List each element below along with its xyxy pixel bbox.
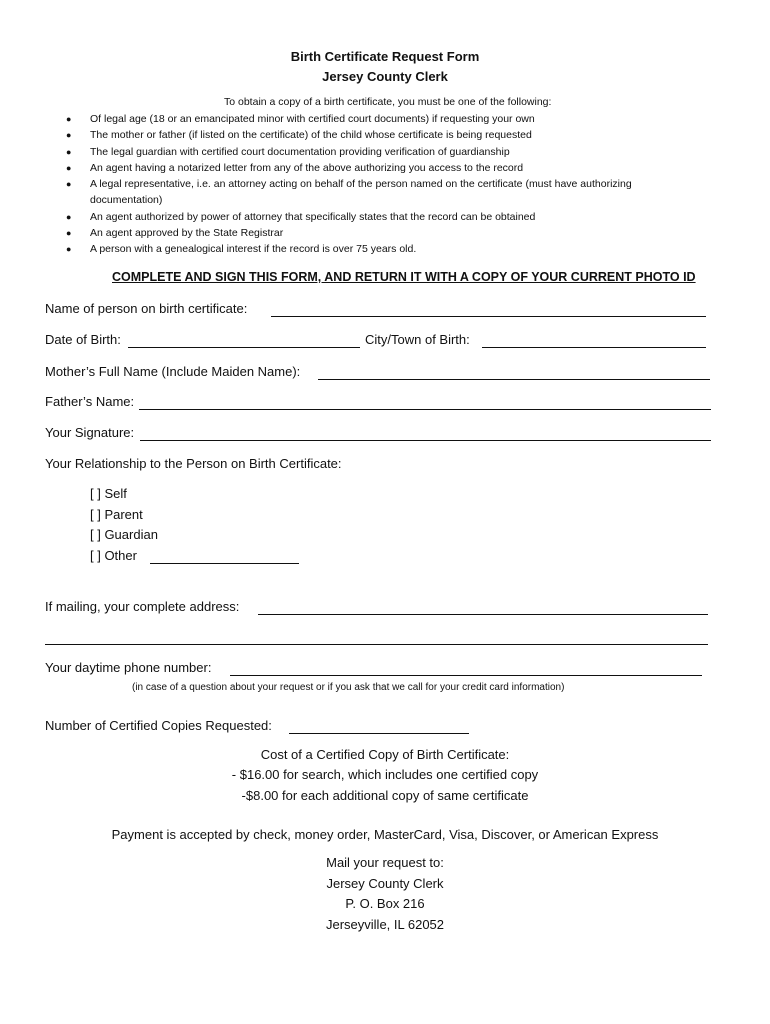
other-relationship-field[interactable] — [150, 563, 299, 564]
city-field[interactable] — [482, 347, 706, 348]
list-item: ● The mother or father (if listed on the certificate) of the child whose certificate is being requested — [62, 127, 722, 143]
dob-field[interactable] — [128, 347, 360, 348]
bullet-icon: ● — [66, 244, 72, 255]
payment-text: Payment is accepted by check, money order, MasterCard, Visa, Discover, or American Express — [111, 827, 659, 842]
relationship-label: Your Relationship to the Person on Birth Certificate: — [45, 456, 342, 471]
bullet-icon: ● — [66, 162, 72, 173]
requirements-list — [62, 111, 722, 258]
list-item: ● A person with a genealogical interest if the record is over 75 years old. — [62, 241, 722, 257]
list-item: ● A legal representative, i.e. an attorney acting on behalf of the person named on the certificate (must have authorizing documentation) — [66, 178, 632, 207]
list-item: ● Of legal age (18 or an emancipated minor with certified court documents) if requesting your own — [62, 111, 722, 127]
name-label: Name of person on birth certificate: — [45, 301, 248, 316]
signature-label: Your Signature: — [45, 425, 135, 440]
signature-field[interactable] — [140, 440, 711, 441]
mail-heading: Mail your request to: — [326, 855, 444, 870]
name-field[interactable] — [271, 316, 706, 317]
father-label: Father’s Name: — [45, 394, 135, 409]
bullet-icon: ● — [66, 211, 72, 222]
mother-field[interactable] — [318, 379, 710, 380]
instruction-heading: COMPLETE AND SIGN THIS FORM, AND RETURN IT WITH A COPY OF YOUR CURRENT PHOTO ID — [112, 270, 696, 284]
bullet-icon: ● — [66, 228, 72, 239]
city-label: City/Town of Birth: — [365, 332, 470, 347]
relationship-option-parent[interactable]: [ ] Parent — [90, 507, 143, 522]
form-title: Birth Certificate Request Form — [290, 49, 480, 64]
bullet-icon: ● — [66, 130, 72, 141]
relationship-option-other[interactable]: [ ] Other — [90, 548, 137, 563]
cost-line-additional: -$8.00 for each additional copy of same certificate — [241, 788, 529, 803]
mother-label: Mother’s Full Name (Include Maiden Name): — [45, 364, 301, 379]
list-item: ● An agent approved by the State Registrar — [62, 225, 722, 241]
phone-label: Your daytime phone number: — [45, 660, 212, 675]
relationship-option-guardian[interactable]: [ ] Guardian — [90, 527, 158, 542]
phone-field[interactable] — [230, 675, 702, 676]
address-label: If mailing, your complete address: — [45, 599, 240, 614]
intro-text: To obtain a copy of a birth certificate, you must be one of the following: — [224, 96, 552, 108]
address-field-line2[interactable] — [45, 644, 708, 645]
father-field[interactable] — [139, 409, 711, 410]
list-item: ● The legal guardian with certified court documentation providing verification of guardianship — [62, 144, 722, 160]
mail-line2: P. O. Box 216 — [345, 896, 425, 911]
copies-field[interactable] — [289, 733, 469, 734]
dob-label: Date of Birth: — [45, 332, 121, 347]
bullet-icon: ● — [66, 114, 72, 124]
list-item: ● An agent authorized by power of attorney that specifically states that the record can be obtained — [62, 209, 722, 225]
bullet-icon: ● — [66, 179, 72, 190]
relationship-option-self[interactable]: [ ] Self — [90, 486, 127, 501]
address-field-line1[interactable] — [258, 614, 708, 615]
mail-line3: Jerseyville, IL 62052 — [325, 917, 445, 932]
list-item: ● An agent having a notarized letter from any of the above authorizing you access to the record — [62, 160, 722, 176]
copies-label: Number of Certified Copies Requested: — [45, 718, 272, 733]
phone-note: (in case of a question about your request or if you ask that we call for your credit card information) — [132, 682, 565, 693]
office-name: Jersey County Clerk — [322, 69, 448, 84]
bullet-icon: ● — [66, 146, 72, 157]
cost-heading: Cost of a Certified Copy of Birth Certificate: — [260, 747, 510, 762]
cost-line-search: - $16.00 for search, which includes one certified copy — [231, 767, 539, 782]
mail-line1: Jersey County Clerk — [326, 876, 444, 891]
